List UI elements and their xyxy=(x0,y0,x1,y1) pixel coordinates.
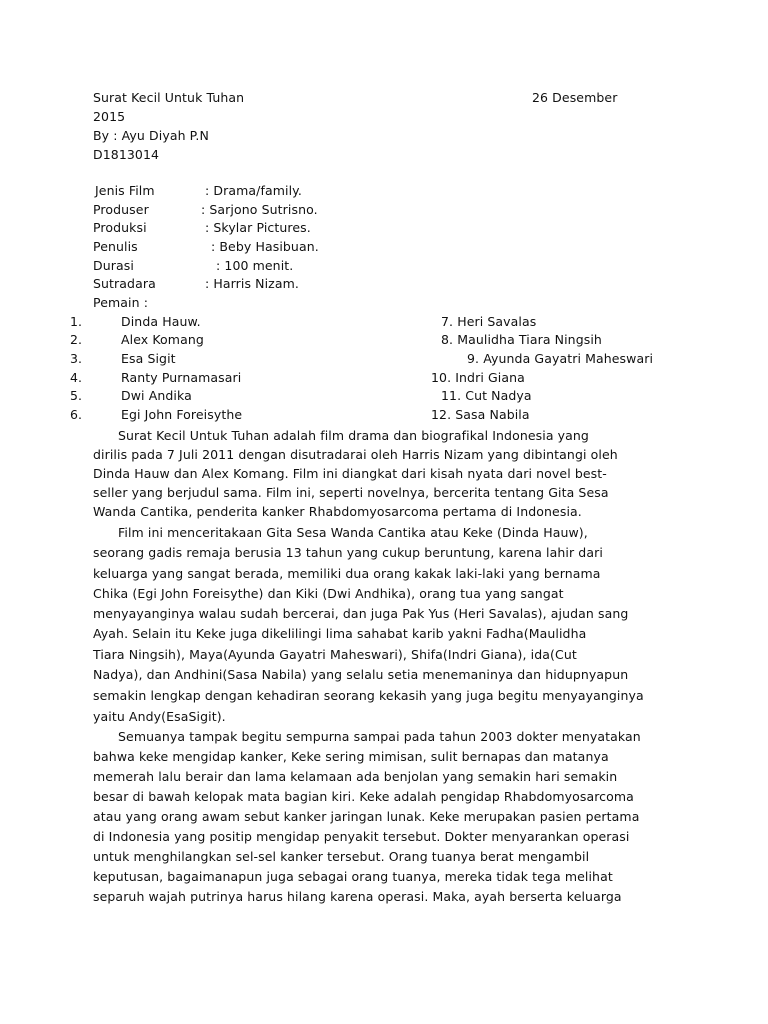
cast-entry: 7. Heri Savalas xyxy=(441,314,537,329)
cast-number: 3. xyxy=(70,351,83,366)
detail-value: : Beby Hasibuan. xyxy=(211,239,319,254)
detail-value: : Skylar Pictures. xyxy=(205,220,311,235)
body-line: besar di bawah kelopak mata bagian kiri. Keke adalah pengidap Rhabdomyosarcoma xyxy=(93,789,634,804)
body-line: Dinda Hauw dan Alex Komang. Film ini diangkat dari kisah nyata dari novel best- xyxy=(93,466,607,481)
cast-entry: 9. Ayunda Gayatri Maheswari xyxy=(467,351,654,366)
cast-entry: 12. Sasa Nabila xyxy=(431,407,530,422)
cast-entry: 11. Cut Nadya xyxy=(441,388,532,403)
body-line: dirilis pada 7 Juli 2011 dengan disutradarai oleh Harris Nizam yang dibintangi oleh xyxy=(93,447,618,462)
cast-name: Dwi Andika xyxy=(121,388,192,403)
body-line: separuh wajah putrinya harus hilang karena operasi. Maka, ayah berserta keluarga xyxy=(93,889,622,904)
body-line: untuk menghilangkan sel-sel kanker tersebut. Orang tuanya berat mengambil xyxy=(93,849,590,864)
detail-label: Jenis Film xyxy=(95,183,155,198)
doc-id: D1813014 xyxy=(93,147,160,162)
body-line: Film ini menceritakaan Gita Sesa Wanda Cantika atau Keke (Dinda Hauw), xyxy=(118,525,588,540)
cast-name: Esa Sigit xyxy=(121,351,176,366)
cast-number: 6. xyxy=(70,407,83,422)
cast-number: 4. xyxy=(70,370,83,385)
detail-value: : Harris Nizam. xyxy=(205,276,299,291)
body-line: seorang gadis remaja berusia 13 tahun yang cukup beruntung, karena lahir dari xyxy=(93,545,603,560)
body-line: yaitu Andy(EsaSigit). xyxy=(93,709,226,724)
body-line: di Indonesia yang positip mengidap penyakit tersebut. Dokter menyarankan operasi xyxy=(93,829,630,844)
doc-year: 2015 xyxy=(93,109,126,124)
cast-name: Alex Komang xyxy=(121,332,204,347)
body-line: bahwa keke mengidap kanker, Keke sering mimisan, sulit bernapas dan matanya xyxy=(93,749,609,764)
body-line: Wanda Cantika, penderita kanker Rhabdomyosarcoma pertama di Indonesia. xyxy=(93,504,582,519)
cast-number: 2. xyxy=(70,332,83,347)
body-line: keputusan, bagaimanapun juga sebagai orang tuanya, mereka tidak tega melihat xyxy=(93,869,613,884)
body-line: menyayanginya walau sudah bercerai, dan juga Pak Yus (Heri Savalas), ajudan sang xyxy=(93,606,629,621)
cast-entry: 10. Indri Giana xyxy=(431,370,525,385)
body-line: Ayah. Selain itu Keke juga dikelilingi lima sahabat karib yakni Fadha(Maulidha xyxy=(93,626,587,641)
body-line: Nadya), dan Andhini(Sasa Nabila) yang selalu setia menemaninya dan hidupnyapun xyxy=(93,667,629,682)
detail-label: Durasi xyxy=(93,258,134,273)
cast-number: 1. xyxy=(70,314,83,329)
body-line: Tiara Ningsih), Maya(Ayunda Gayatri Maheswari), Shifa(Indri Giana), ida(Cut xyxy=(93,647,577,662)
body-line: keluarga yang sangat berada, memiliki dua orang kakak laki-laki yang bernama xyxy=(93,566,601,581)
doc-date: 26 Desember xyxy=(532,90,618,105)
doc-author: By : Ayu Diyah P.N xyxy=(93,128,209,143)
cast-name: Ranty Purnamasari xyxy=(121,370,242,385)
body-line: atau yang orang awam sebut kanker jaringan lunak. Keke merupakan pasien pertama xyxy=(93,809,640,824)
cast-name: Dinda Hauw. xyxy=(121,314,201,329)
body-line: seller yang berjudul sama. Film ini, seperti novelnya, bercerita tentang Gita Sesa xyxy=(93,485,609,500)
detail-label: Penulis xyxy=(93,239,138,254)
detail-label: Produser xyxy=(93,202,149,217)
cast-number: 5. xyxy=(70,388,83,403)
cast-entry: 8. Maulidha Tiara Ningsih xyxy=(441,332,602,347)
body-line: Semuanya tampak begitu sempurna sampai pada tahun 2003 dokter menyatakan xyxy=(118,729,641,744)
detail-label: Sutradara xyxy=(93,276,156,291)
detail-value: : Sarjono Sutrisno. xyxy=(201,202,318,217)
cast-label: Pemain : xyxy=(93,295,148,310)
body-line: semakin lengkap dengan kehadiran seorang kekasih yang juga begitu menyayanginya xyxy=(93,688,644,703)
detail-label: Produksi xyxy=(93,220,147,235)
cast-name: Egi John Foreisythe xyxy=(121,407,243,422)
body-line: memerah lalu berair dan lama kelamaan ada benjolan yang semakin hari semakin xyxy=(93,769,618,784)
detail-value: : Drama/family. xyxy=(205,183,302,198)
body-line: Chika (Egi John Foreisythe) dan Kiki (Dwi Andhika), orang tua yang sangat xyxy=(93,586,564,601)
body-line: Surat Kecil Untuk Tuhan adalah film drama dan biografikal Indonesia yang xyxy=(118,428,589,443)
doc-title: Surat Kecil Untuk Tuhan xyxy=(93,90,245,105)
detail-value: : 100 menit. xyxy=(216,258,294,273)
